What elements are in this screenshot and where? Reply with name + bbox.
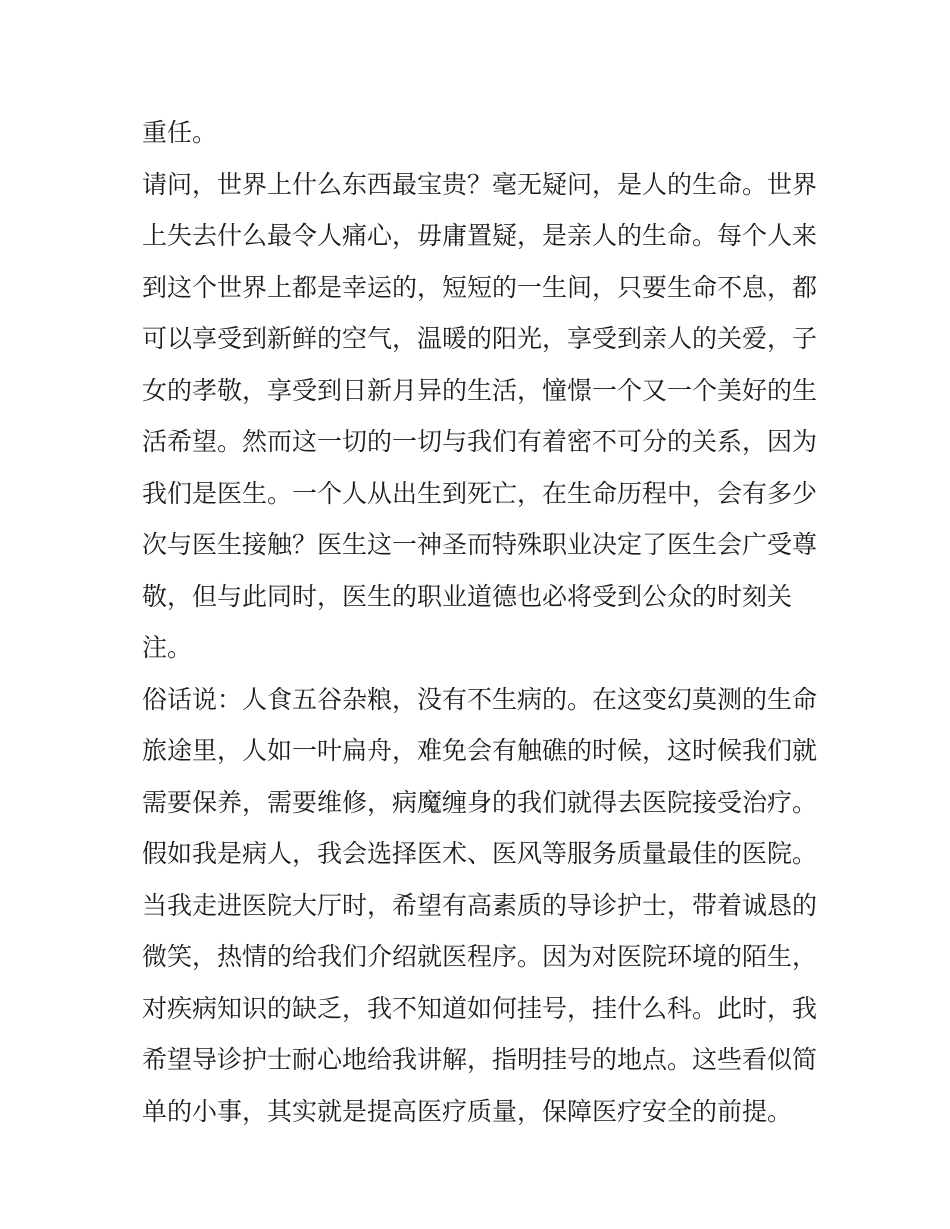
text-line: 注。: [142, 633, 193, 662]
text-line: 次与医生接触？医生这一神圣而特殊职业决定了医生会广受尊: [142, 530, 818, 559]
text-line: 敬，但与此同时，医生的职业道德也必将受到公众的时刻关: [142, 581, 793, 611]
text-line: 我们是医生。一个人从出生到死亡，在生命历程中，会有多少: [142, 478, 818, 508]
text-line: 俗话说：人食五谷杂粮，没有不生病的。在这变幻莫测的生命: [142, 684, 818, 714]
text-line: 旅途里，人如一叶扁舟，难免会有触礁的时候，这时候我们就: [142, 736, 818, 765]
text-line: 女的孝敬，享受到日新月异的生活，憧憬一个又一个美好的生: [142, 375, 818, 405]
text-line: 重任。: [142, 118, 218, 147]
text-line: 需要保养，需要维修，病魔缠身的我们就得去医院接受治疗。: [142, 787, 818, 817]
text-line: 上失去什么最令人痛心，毋庸置疑，是亲人的生命。每个人来: [142, 221, 818, 250]
text-line: 单的小事，其实就是提高医疗质量，保障医疗安全的前提。: [142, 1096, 793, 1126]
document-body: [142, 107, 832, 1137]
text-line: 活希望。然而这一切的一切与我们有着密不可分的关系，因为: [142, 427, 818, 456]
text-line: 当我走进医院大厅时，希望有高素质的导诊护士，带着诚恳的: [142, 890, 818, 920]
text-line: 希望导诊护士耐心地给我讲解，指明挂号的地点。这些看似简: [142, 1045, 818, 1074]
text-line: 假如我是病人，我会选择医术、医风等服务质量最佳的医院。: [142, 839, 818, 868]
text-line: 请问，世界上什么东西最宝贵？毫无疑问，是人的生命。世界: [142, 169, 818, 199]
text-line: 到这个世界上都是幸运的，短短的一生间，只要生命不息，都: [142, 272, 818, 302]
text-line: 可以享受到新鲜的空气，温暖的阳光，享受到亲人的关爱，子: [142, 324, 818, 353]
text-line: 对疾病知识的缺乏，我不知道如何挂号，挂什么科。此时，我: [142, 993, 818, 1023]
text-line: 微笑，热情的给我们介绍就医程序。因为对医院环境的陌生，: [142, 942, 818, 971]
